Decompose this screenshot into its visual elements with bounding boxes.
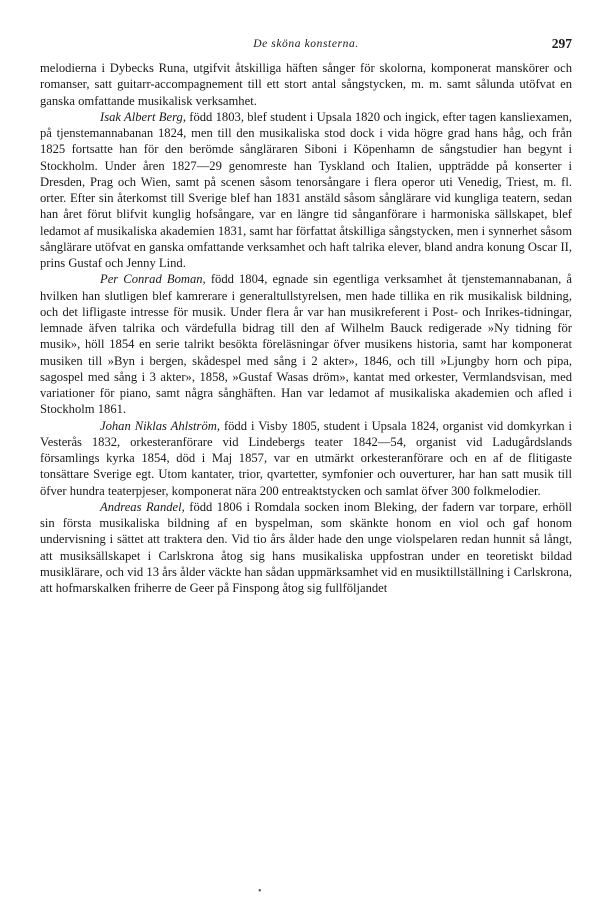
- body-text: [40, 60, 572, 596]
- person-name: Andreas Randel,: [100, 499, 185, 514]
- book-page: [40, 38, 572, 596]
- paragraph-text: född 1804, egnade sin egentliga verksamhet åt tjenstemannabanan, å hvilken han slutligen blef kamrerare i generaltullstyrelsen, men hade tillika en rik musikalisk bildning, och det lifligaste intresse för musik. Under flera år var han musikreferent i Post- och Inrikes-tidningar, lemnade äfven talrika och värdefulla bidrag till den af Wilhelm Bauck redigerade »Ny tidning för musik», höll 1854 en serie talrikt besökta föreläsningar öfver musikens historia, samt har komponerat musiken till »Byn i bergen, skådespel med sång i 2 akter», 1846, och till »Ljungby horn och pipa, sagospel med sång i 3 akter», 1858, »Gustaf Wasas dröm», kantat med orkester, Vermlandsvisan, med variationer för piano, samt några sånghäften. Han var ledamot af musikaliska akademien och afled i Stockholm 1861.: [40, 272, 572, 417]
- person-name: Isak Albert Berg,: [100, 109, 186, 124]
- running-head: [40, 38, 572, 60]
- print-speck: •: [258, 886, 262, 897]
- paragraph-berg: [40, 109, 572, 272]
- paragraph-text: född 1803, blef student i Upsala 1820 och ingick, efter tagen kansliexamen, på tjenstemannabanan 1824, men till den musikaliska stod dock i vida högre grad hans håg, och från 1825 fortsatte han för den berömde sångläraren Siboni i Köpenhamn de sångstudier han begynt i Stockholm. Under åren 1827—29 genomreste han Tyskland och Italien, uppträdde på konserter i Dresden, Prag och Wien, samt på scenen såsom tenorsångare i flera operor uti Venedig, Triest, m. fl. orter. Efter sin återkomst till Sverige blef han 1831 anstäld såsom sånglärare vid kungliga teatern, sedan han året förut blifvit kunglig hofsångare, var en längre tid sånganförare i harmoniska sällskapet, blef ledamot af musikaliska akademien 1831, samt har författat åtskilliga sångstycken, men i synnerhet såsom sånglärare utöfvat en ganska omfattande verksamhet och haft talrika elever, bland andra konung Oscar II, prins Gustaf och Jenny Lind.: [40, 109, 572, 270]
- paragraph-randel: [40, 499, 572, 597]
- person-name: Per Conrad Boman,: [100, 272, 206, 287]
- paragraph-text: född i Visby 1805, student i Upsala 1824, organist vid domkyrkan i Vesterås 1832, orkesteranförare vid Lindebergs teater 1842—54, organist vid Ladugårdslands församlings kyrka 1854, död i Maj 1857, var en utmärkt orkesteranförare och en af de flitigaste tonsättare Sverige egt. Utom kantater, trior, qvartetter, symfonier och ouverturer, har han satt musik till öfver hundra teaterpjeser, komponerat nära 200 entreaktstycken och samlat öfver 300 folkmelodier.: [40, 418, 572, 498]
- paragraph-text: melodierna i Dybecks Runa, utgifvit åtskilliga häften sånger för skolorna, komponerat manskörer och romanser, satt guitarr-accompagnement till ett stort antal sångstycken, m. m. samt sålunda utöfvat en ganska omfattande musikalisk verksamhet.: [40, 61, 572, 108]
- running-title: De sköna konsterna.: [253, 38, 359, 50]
- paragraph-text: född 1806 i Romdala socken inom Bleking, der fadern var torpare, erhöll sin första musikaliska bildning af en byspelman, som skänkte honom en viol och gaf honom undervisning i sättet att traktera den. Vid tio års ålder hade den unge violspelaren redan hunnit så långt, att musiksällskapet i Carlskrona åtog sig hans musikaliska uppfostran under en teoretiskt bildad musiklärare, och vid 13 års ålder väckte han sådan uppmärksamhet vid en musiktillställning i Carlskrona, att hofmarskalken friherre de Geer på Finspong åtog sig fullföljandet: [40, 499, 572, 595]
- page-number: 297: [551, 36, 572, 51]
- paragraph-ahlstrom: [40, 418, 572, 499]
- paragraph-dybeck-continuation: [40, 60, 572, 109]
- paragraph-boman: [40, 271, 572, 417]
- person-name: Johan Niklas Ahlström,: [100, 418, 220, 433]
